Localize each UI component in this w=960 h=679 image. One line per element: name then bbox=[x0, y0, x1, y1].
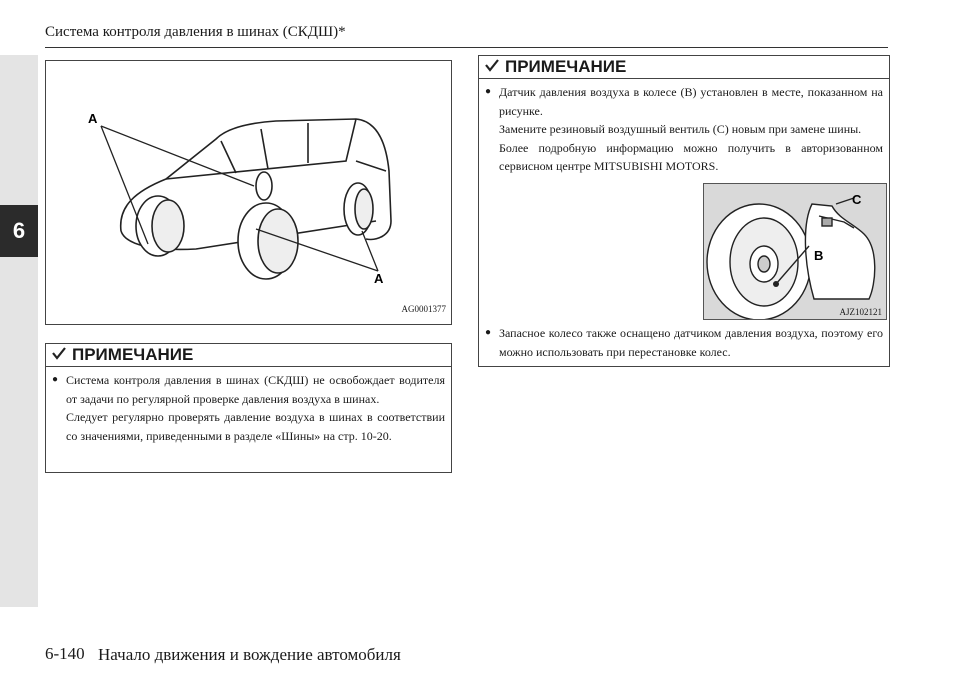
note-bullet bbox=[485, 83, 883, 120]
note-left bbox=[45, 343, 452, 473]
note-paragraph: Замените резиновый воздушный вентиль (C) новым при замене шины. bbox=[499, 122, 862, 136]
note-heading-text: ПРИМЕЧАНИЕ bbox=[505, 57, 627, 76]
note-bullet-text: Датчик давления воздуха в колесе (B) установлен в месте, показанном на рисунке. bbox=[499, 85, 883, 118]
note-bullet bbox=[485, 324, 883, 361]
figure-code: AG0001377 bbox=[401, 304, 446, 314]
wheel-sensor-figure bbox=[703, 183, 887, 320]
checkmark-icon bbox=[52, 345, 66, 365]
note-bullet-text: Система контроля давления в шинах (СКДШ) не освобождает водителя от задачи по регулярной проверке давления воздуха в шинах. bbox=[66, 373, 445, 406]
note-bullet bbox=[52, 371, 445, 408]
car-illustration bbox=[46, 61, 451, 324]
label-a1: A bbox=[88, 111, 98, 126]
bullet-icon: ● bbox=[485, 327, 492, 338]
figure-code: AJZ102121 bbox=[839, 307, 882, 317]
footer-section-title: Начало движения и вождение автомобиля bbox=[98, 645, 401, 664]
page-number: 6-140 bbox=[45, 644, 85, 663]
note-paragraph: Следует регулярно проверять давление воздуха в шинах в соответствии со значениями, приведенными в разделе «Шины» на стр. 10-20. bbox=[66, 410, 445, 443]
label-b: B bbox=[814, 248, 824, 263]
label-a2: A bbox=[374, 271, 384, 286]
chapter-tab: 6 bbox=[0, 205, 38, 257]
wheel-illustration bbox=[704, 184, 886, 319]
note-heading bbox=[46, 344, 451, 367]
note-heading bbox=[479, 56, 889, 79]
page-header-title: Система контроля давления в шинах (СКДШ)* bbox=[45, 24, 346, 40]
note-bullet-text: Запасное колесо также оснащено датчиком давления воздуха, поэтому его можно использовать при перестановке колес. bbox=[499, 326, 883, 359]
header-divider bbox=[45, 47, 888, 48]
note-heading-text: ПРИМЕЧАНИЕ bbox=[72, 345, 194, 364]
bullet-icon: ● bbox=[52, 374, 59, 385]
checkmark-icon bbox=[485, 57, 499, 77]
note-right bbox=[478, 55, 890, 367]
car-figure bbox=[45, 60, 452, 325]
note-paragraph: Более подробную информацию можно получить в авторизованном сервисном центре MITSUBISHI MOTORS. bbox=[499, 140, 883, 173]
side-strip bbox=[0, 55, 38, 607]
bullet-icon: ● bbox=[485, 86, 492, 97]
label-c: C bbox=[852, 192, 862, 207]
